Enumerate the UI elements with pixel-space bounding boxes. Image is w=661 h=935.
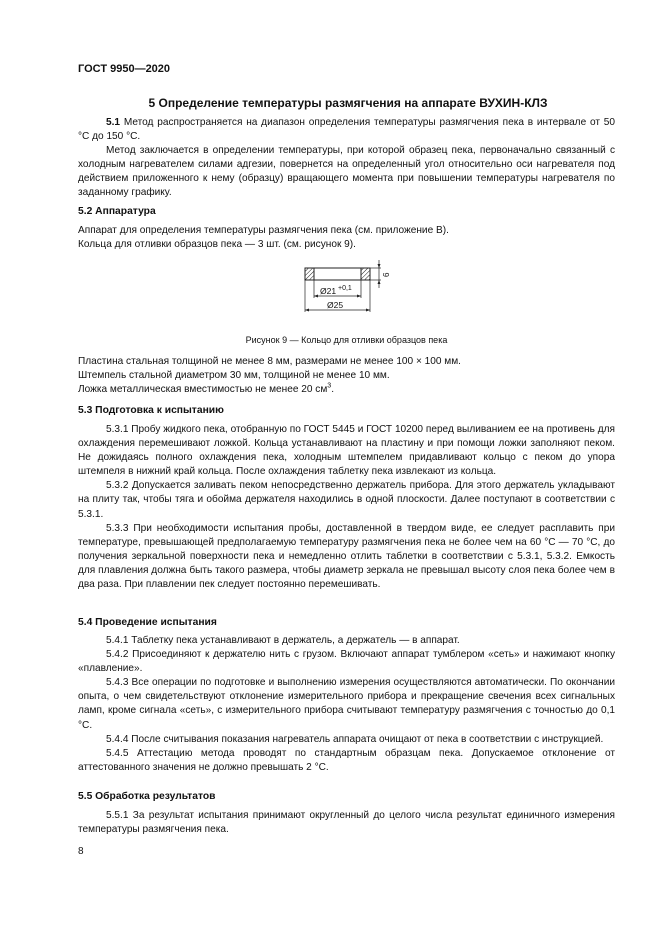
section-5-5 [78, 809, 615, 837]
clause-5-4-5: 5.4.5 Аттестацию метода проводят по стандартным образцам пека. Допускаемое отклонение от аттестованного значения не должно превышать 2 °С. [78, 747, 615, 773]
clause-5-3-1: 5.3.1 Пробу жидкого пека, отобранную по ГОСТ 5445 и ГОСТ 10200 перед выливанием ее на противень для охлаждения перемешивают ложкой. Кольца устанавливают на пластину и при помощи ложки заполняют пеком. Не дожидаясь полного охлаждения пека, холодным штемпелем придавливают кольцо с пеком до упора штемпеля в нижний край кольца. После охлаждения таблетку пека извлекают из кольца. [78, 424, 615, 478]
subsection-title-5-5: 5.5 Обработка результатов [78, 791, 216, 802]
clause-number: 5.1 [106, 117, 121, 128]
ring-section-left [305, 268, 314, 280]
ring-outline [305, 268, 370, 280]
clause-5-1-text: Метод распространяется на диапазон определения температуры размягчения пека в интервале от 50 °С до 150 °С. [78, 117, 615, 143]
clause-5-4-4: 5.4.4 После считывания показания нагреватель аппарата очищают от пека в соответствии с инструкцией. [106, 733, 604, 745]
equipment-item: Пластина стальная толщиной не менее 8 мм, размерами не менее 100 × 100 мм. [78, 356, 461, 367]
page-number: 8 [78, 846, 84, 857]
clause-5-4-2: 5.4.2 Присоединяют к держателю нить с грузом. Включают аппарат тумблером «сеть» и нажимают кнопку «плавление». [78, 649, 615, 675]
document-header: ГОСТ 9950—2020 [78, 63, 171, 75]
apparatus-list [78, 224, 615, 252]
section-5-3 [78, 423, 615, 592]
apparatus-item: Кольца для отливки образцов пека — 3 шт. (см. рисунок 9). [78, 239, 356, 251]
clause-5-3-2: 5.3.2 Допускается заливать пеком непосредственно держатель прибора. Для этого держатель укладывают на плиту так, чтобы тяга и обойма держателя находились в одной плоскости. Далее поступают в соответствии с 5.3.1. [78, 480, 615, 520]
equipment-item: Ложка металлическая вместимостью не менее 20 $см^3$. [78, 382, 334, 396]
clause-5-3-3: 5.3.3 При необходимости испытания пробы, доставленной в твердом виде, ее следует расплавить при температуре, превышающей предполагаемую температуру размягчения пека не более чем на 60 °С — 70 °С, до получения зеркальной поверхности пека и немедленно отлить таблетки в соответствии с 5.3.1, 5.3.2. Емкость для плавления должна быть такого размера, чтобы диаметр зеркала не превышал высоту слоя пека более чем в два раза. При плавлении пек следует постоянно перемешивать. [78, 522, 615, 591]
apparatus-item: Аппарат для определения температуры размягчения пека (см. приложение В). [78, 225, 449, 236]
dim-height-label: 6 [382, 272, 391, 277]
subsection-title-5-2: 5.2 Аппаратура [78, 206, 156, 217]
ring-section-right [361, 268, 370, 280]
dim-tolerance-label: +0,1 [338, 285, 352, 292]
section-5-1 [78, 116, 615, 201]
dim-outer-label: Ø25 [327, 300, 344, 310]
section-5-4 [78, 634, 615, 775]
section-title: 5 Определение температуры размягчения на аппарате ВУХИН-КЛЗ [148, 96, 548, 110]
figure-caption: Рисунок 9 — Кольцо для отливки образцов пека [245, 335, 448, 345]
dim-inner-label: Ø21 [320, 286, 337, 296]
equipment-list [78, 355, 615, 397]
subsection-title-5-3: 5.3 Подготовка к испытанию [78, 405, 224, 416]
clause-5-1-b-text: Метод заключается в определении температуры, при которой образец пека, первоначально связанный с холодным нагревателем силами адгезии, повернется на определенный угол относительно оси нагревателя под действием приложенного к нему (образцу) вращающего момента при повышении температуры нагревателя по заданному графику. [78, 145, 615, 199]
clause-5-4-1: 5.4.1 Таблетку пека устанавливают в держатель, а держатель — в аппарат. [106, 635, 460, 646]
clause-5-5-1: 5.5.1 За результат испытания принимают округленный до целого числа результат единичного измерения температуры размягчения пека. [78, 810, 615, 836]
clause-5-4-3: 5.4.3 Все операции по подготовке и выполнению измерения осуществляются автоматически. По окончании опыта, о чем свидетельствуют отклонение измерительного прибора и прекращение свечения всех сигнальных ламп, кроме сигнала «сеть», с измерительного прибора считывают температуру размягчения с точностью до 0,1 °С. [78, 677, 615, 731]
equipment-item: Штемпель стальной диаметром 30 мм, толщиной не менее 10 мм. [78, 370, 390, 382]
ring-drawing-figure [295, 260, 395, 318]
subsection-title-5-4: 5.4 Проведение испытания [78, 617, 217, 628]
